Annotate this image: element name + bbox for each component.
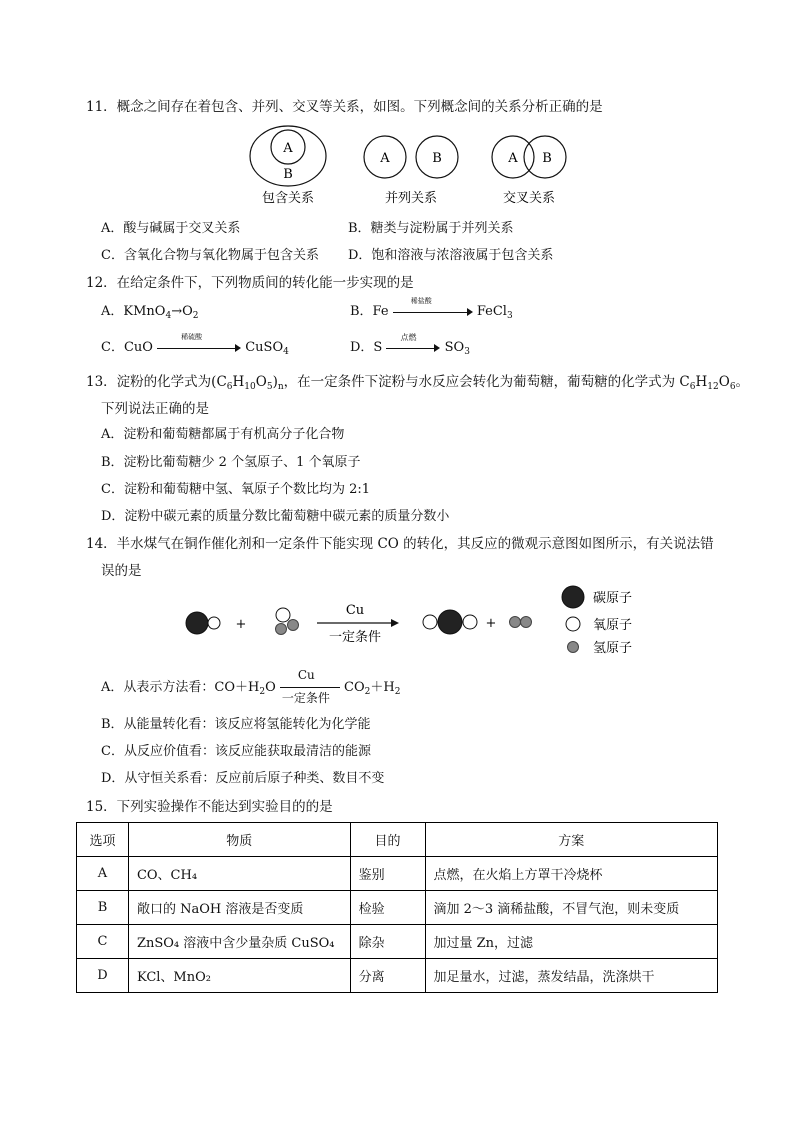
plus-sign: + <box>485 616 497 631</box>
row-plan: 加过量 Zn，过滤 <box>425 925 718 959</box>
legend-hydrogen-icon <box>568 642 579 653</box>
row-goal: 检验 <box>350 891 425 925</box>
q12-option-b: B．Fe 稀盐酸 FeCl$_3$ <box>350 296 513 321</box>
q14-option-c: C．从反应价值看：该反应能获取最清洁的能源 <box>101 744 371 759</box>
catalyst-label: Cu <box>345 603 365 618</box>
caption-parallel: 并列关系 <box>384 191 438 206</box>
row-plan: 点燃，在火焰上方罩干冷烧杯 <box>425 857 718 891</box>
header-goal: 目的 <box>350 823 425 857</box>
caption-cross: 交叉关系 <box>502 191 556 206</box>
q11-option-d: D．饱和溶液与浓溶液属于包含关系 <box>348 248 554 263</box>
caption-contain: 包含关系 <box>261 191 315 206</box>
legend-oxygen-label: 氧原子 <box>593 618 633 633</box>
hydrogen-atom <box>510 617 521 628</box>
table-header-row <box>77 823 718 857</box>
q14-stem-line1: 14．半水煤气在铜作催化剂和一定条件下能实现 CO 的转化，其反应的微观示意图如图所示，有关说法错 <box>86 536 714 552</box>
reaction-arrow-b: 稀盐酸 <box>393 305 473 319</box>
reaction-arrow-d: 点燃 <box>386 341 440 355</box>
condition-label: 一定条件 <box>328 630 382 645</box>
q11-relation-diagram <box>240 120 580 210</box>
row-plan: 滴加 2～3 滴稀盐酸，不冒气泡，则未变质 <box>425 891 718 925</box>
legend-carbon-label: 碳原子 <box>593 591 633 606</box>
table-row <box>77 857 718 891</box>
row-option: B <box>77 891 129 925</box>
equation-arrow: Cu 一定条件 <box>280 680 340 696</box>
oxygen-atom <box>463 615 477 629</box>
q12-option-c: C．CuO 稀硫酸 CuSO$_4$ <box>101 332 289 357</box>
contain-a: A <box>283 141 293 156</box>
reaction-arrow-c: 稀硫酸 <box>157 341 241 355</box>
q13-stem-line1: 13．淀粉的化学式为$(C_6H_{10}O_5)_n$，在一定条件下淀粉与水反应会转化为葡萄糖，葡萄糖的化学式为 $C_6H_{12}O_6$。 <box>86 374 750 392</box>
carbon-atom <box>438 610 462 634</box>
row-goal: 分离 <box>350 959 425 993</box>
oxygen-atom <box>423 615 437 629</box>
row-substance: 敞口的 NaOH 溶液是否变质 <box>128 891 350 925</box>
row-goal: 鉴别 <box>350 857 425 891</box>
q14-reaction-diagram <box>175 585 655 660</box>
q13-option-b: B．淀粉比葡萄糖少 2 个氢原子、1 个氧原子 <box>101 455 361 470</box>
table-row <box>77 959 718 993</box>
q15-table <box>76 822 718 993</box>
row-substance: KCl、MnO₂ <box>128 959 350 993</box>
header-substance: 物质 <box>128 823 350 857</box>
q12-option-d: D．S 点燃 $SO_3$ <box>350 332 470 357</box>
oxygen-atom <box>208 617 220 629</box>
q14-option-d: D．从守恒关系看：反应前后原子种类、数目不变 <box>101 771 385 786</box>
q11-option-a: A．酸与碱属于交叉关系 <box>101 221 241 236</box>
q13-stem-line2: 下列说法正确的是 <box>101 401 209 417</box>
row-option: C <box>77 925 129 959</box>
header-plan: 方案 <box>425 823 718 857</box>
q11-stem: 11．概念之间存在着包含、并列、交叉等关系，如图。下列概念间的关系分析正确的是 <box>86 99 603 115</box>
table-row <box>77 891 718 925</box>
hydrogen-atom <box>276 624 287 635</box>
q14-option-b: B．从能量转化看：该反应将氢能转化为化学能 <box>101 717 371 732</box>
q15-stem: 15．下列实验操作不能达到实验目的的是 <box>86 799 333 815</box>
carbon-atom <box>186 612 208 634</box>
hydrogen-atom <box>521 617 532 628</box>
q12-option-a: A．$KMnO_4\to O_2$ <box>101 304 199 321</box>
row-goal: 除杂 <box>350 925 425 959</box>
parallel-b: B <box>432 151 442 166</box>
q13-option-c: C．淀粉和葡萄糖中氢、氧原子个数比均为 2:1 <box>101 482 371 497</box>
q12-stem: 12．在给定条件下，下列物质间的转化能一步实现的是 <box>86 275 414 291</box>
row-option: D <box>77 959 129 993</box>
q13-option-a: A．淀粉和葡萄糖都属于有机高分子化合物 <box>101 427 345 442</box>
q14-stem-line2: 误的是 <box>101 563 142 579</box>
hydrogen-atom <box>288 620 299 631</box>
row-option: A <box>77 857 129 891</box>
table-row <box>77 925 718 959</box>
row-substance: ZnSO₄ 溶液中含少量杂质 CuSO₄ <box>128 925 350 959</box>
cross-a: A <box>508 151 518 166</box>
legend-oxygen-icon <box>566 617 580 631</box>
legend-hydrogen-label: 氢原子 <box>593 641 633 656</box>
row-plan: 加足量水，过滤，蒸发结晶，洗涤烘干 <box>425 959 718 993</box>
parallel-a: A <box>380 151 390 166</box>
contain-b: B <box>283 167 293 182</box>
oxygen-atom <box>276 608 290 622</box>
q11-option-c: C．含氧化合物与氧化物属于包含关系 <box>101 248 319 263</box>
row-substance: CO、CH₄ <box>128 857 350 891</box>
legend-carbon-icon <box>562 586 584 608</box>
plus-sign: + <box>235 617 247 632</box>
cross-b: B <box>542 151 552 166</box>
q11-option-b: B．糖类与淀粉属于并列关系 <box>348 221 514 236</box>
q13-option-d: D．淀粉中碳元素的质量分数比葡萄糖中碳元素的质量分数小 <box>101 509 450 524</box>
header-option: 选项 <box>77 823 129 857</box>
q14-option-a: A．从表示方法看：$CO+H_2O$ Cu 一定条件 $CO_2+H_2$ <box>101 667 401 705</box>
